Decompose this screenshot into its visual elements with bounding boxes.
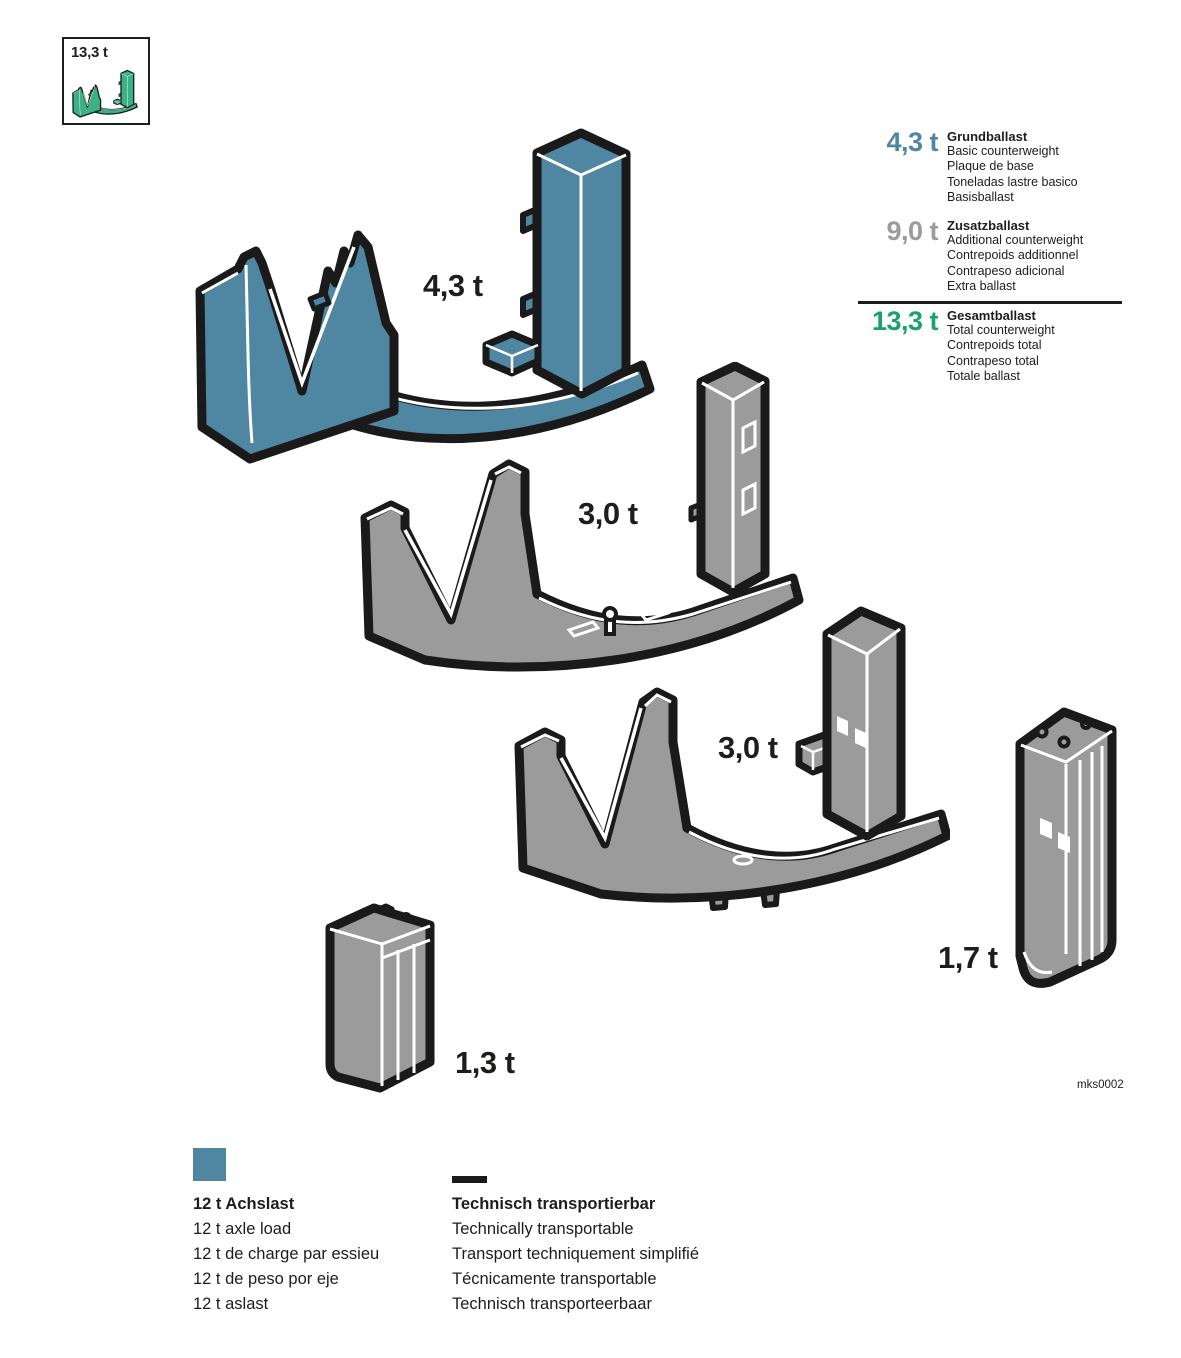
legend-entry-additional (858, 218, 1083, 294)
ballast-slab-tall-illustration (1012, 700, 1120, 990)
weight-label-additional-upper: 3,0 t (578, 496, 638, 531)
legend-line: Contrapeso adicional (947, 263, 1065, 278)
total-ballast-value: 13,3 t (71, 44, 108, 61)
transportable-line: Técnicamente transportable (452, 1270, 657, 1288)
axle-load-line: 12 t axle load (193, 1220, 292, 1238)
axle-load-title: 12 t Achslast (193, 1195, 295, 1213)
legend-line: Plaque de base (947, 159, 1034, 174)
legend-entry-total (858, 308, 1055, 384)
assembled-counterweight-icon (69, 69, 141, 119)
legend-value-additional: 9,0 t (886, 216, 938, 246)
axle-load-line: 12 t de charge par essieu (193, 1245, 380, 1263)
transportable-legend (452, 1192, 699, 1317)
weight-label-additional-lower: 3,0 t (718, 730, 778, 765)
legend-title-basic: Grundballast (947, 129, 1028, 144)
weight-label-block-small: 1,3 t (455, 1045, 515, 1080)
legend-line: Contrapeso total (947, 353, 1039, 368)
legend-total-divider (858, 301, 1122, 304)
axle-load-color-swatch (193, 1148, 226, 1181)
legend-line: Additional counterweight (947, 233, 1084, 248)
transportable-line-swatch (452, 1176, 487, 1183)
total-ballast-reference-box (62, 37, 150, 125)
legend-line: Contrepoids additionnel (947, 248, 1079, 263)
ballast-block-small-illustration (318, 898, 440, 1098)
legend-line: Contrepoids total (947, 338, 1042, 353)
axle-load-line: 12 t de peso por eje (193, 1270, 339, 1288)
legend-title-additional: Zusatzballast (947, 218, 1030, 233)
axle-load-legend (193, 1192, 379, 1317)
legend-line: Basisballast (947, 189, 1014, 204)
legend-line: Totale ballast (947, 368, 1020, 383)
axle-load-line: 12 t aslast (193, 1295, 269, 1313)
weight-label-slab-tall: 1,7 t (938, 940, 998, 975)
legend-line: Toneladas lastre basico (947, 174, 1078, 189)
legend-entry-basic (858, 129, 1078, 205)
legend-title-total: Gesamtballast (947, 308, 1036, 323)
weight-label-basic: 4,3 t (423, 268, 483, 303)
transportable-line: Transport techniquement simplifié (452, 1245, 700, 1263)
transportable-line: Technically transportable (452, 1220, 634, 1238)
transportable-title: Technisch transportierbar (452, 1195, 656, 1213)
legend-line: Extra ballast (947, 278, 1016, 293)
legend-value-total: 13,3 t (871, 306, 938, 336)
figure-code: mks0002 (1077, 1079, 1124, 1091)
legend-value-basic: 4,3 t (886, 127, 938, 157)
legend-line: Total counterweight (947, 323, 1055, 338)
transportable-line: Technisch transporteerbaar (452, 1295, 652, 1313)
legend-line: Basic counterweight (947, 144, 1059, 159)
